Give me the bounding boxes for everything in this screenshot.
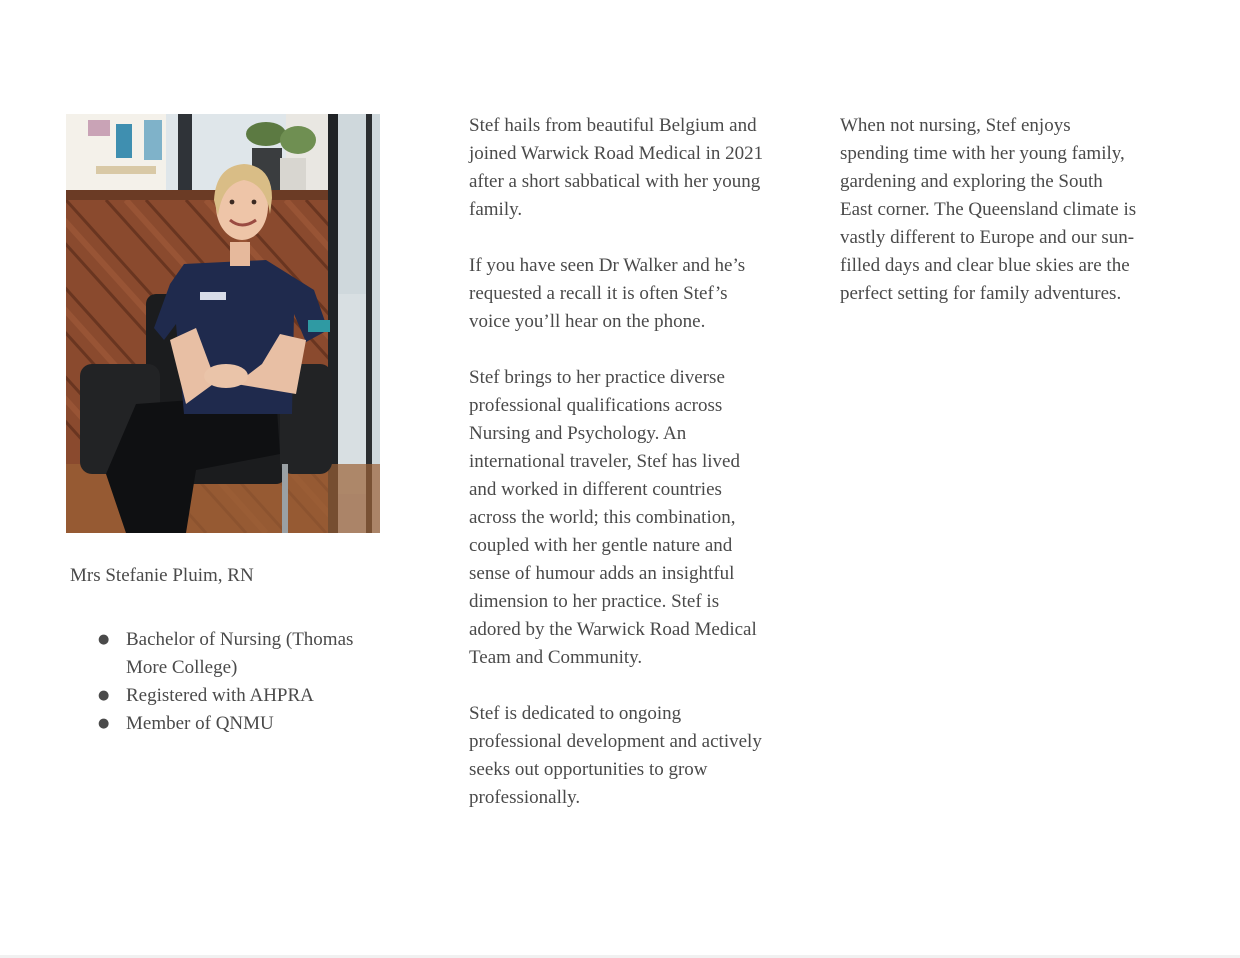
bio-paragraph: If you have seen Dr Walker and he’s requested a recall it is often Stef’s voice you’ll hear on the phone.: [469, 255, 746, 332]
bio-column-middle: [469, 112, 769, 812]
list-item: [98, 626, 366, 682]
staff-name-caption: Mrs Stefanie Pluim, RN: [70, 565, 254, 586]
bullet-icon: ●: [98, 632, 110, 647]
bullet-icon: ●: [98, 688, 110, 703]
bio-paragraph: When not nursing, Stef enjoys spending time with her young family, gardening and exploring the South East corner. The Queensland climate is vastly different to Europe and our sun-filled days and clear blue skies are the perfect setting for family adventures.: [840, 115, 1137, 304]
bio-column-right: [840, 112, 1140, 308]
profile-column: [66, 112, 386, 738]
list-item: [98, 682, 366, 710]
bio-paragraph: Stef brings to her practice diverse professional qualifications across Nursing and Psychology. An international traveler, Stef has lived and worked in different countries across the world; this combination, coupled with her gentle nature and sense of humour adds an insightful dimension to her practice. Stef is adored by the Warwick Road Medical Team and Community.: [469, 367, 757, 668]
bio-paragraph: Stef is dedicated to ongoing professional development and actively seeks out opportunities to grow professionally.: [469, 703, 762, 808]
qualification-text: Member of QNMU: [126, 713, 274, 734]
qualifications-list: [66, 626, 386, 738]
list-item: [98, 710, 366, 738]
qualification-text: Bachelor of Nursing (Thomas More College): [126, 629, 354, 678]
staff-photo: [66, 114, 380, 533]
bio-paragraph: Stef hails from beautiful Belgium and joined Warwick Road Medical in 2021 after a short sabbatical with her young family.: [469, 115, 764, 220]
qualification-text: Registered with AHPRA: [126, 685, 314, 706]
bullet-icon: ●: [98, 716, 110, 731]
